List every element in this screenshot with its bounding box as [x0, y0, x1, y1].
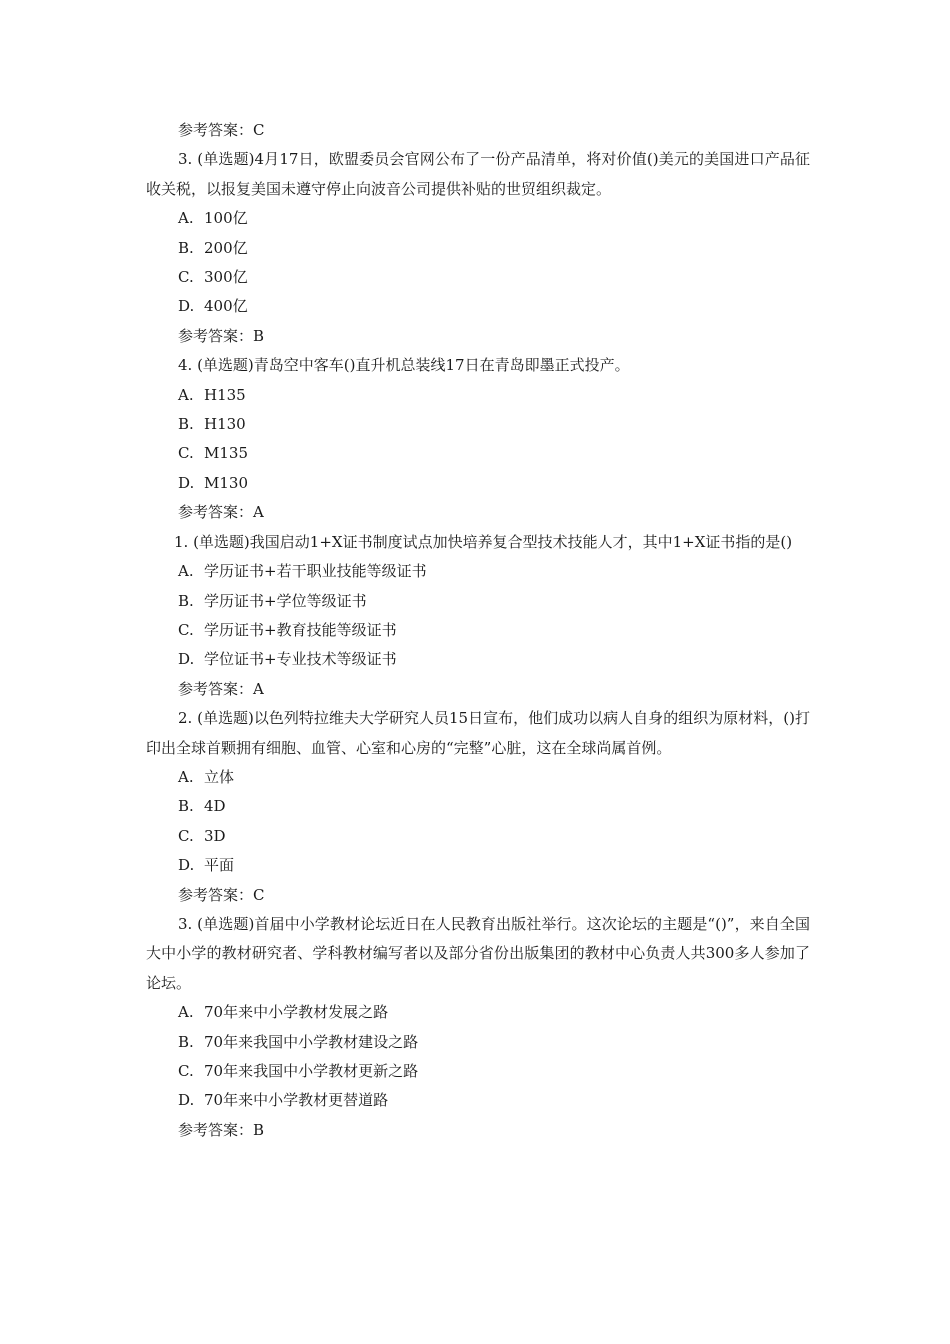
- option-d: [146, 645, 810, 674]
- question-block: [146, 910, 810, 1145]
- document-page: [146, 116, 810, 1145]
- option-letter: B.: [178, 797, 194, 816]
- option-a: [146, 557, 810, 586]
- option-letter: C.: [178, 826, 194, 845]
- question-text: 3. (单选题)4月17日，欧盟委员会官网公布了一份产品清单，将对价值()美元的美国进口产品征收关税，以报复美国未遵守停止向波音公司提供补贴的世贸组织裁定。: [146, 150, 810, 198]
- option-letter: B.: [178, 415, 194, 434]
- option-text: M135: [204, 444, 248, 463]
- option-text: 70年来我国中小学教材建设之路: [204, 1032, 419, 1051]
- question-text: 4. (单选题)青岛空中客车()直升机总装线17日在青岛即墨正式投产。: [178, 356, 630, 375]
- option-a: [146, 381, 810, 410]
- option-d: [146, 292, 810, 321]
- option-letter: C.: [178, 268, 194, 287]
- option-c: [146, 822, 810, 851]
- option-text: 70年来我国中小学教材更新之路: [204, 1062, 419, 1080]
- option-text: 400亿: [204, 297, 248, 316]
- option-b: [146, 410, 810, 439]
- answer-line: 参考答案：A: [178, 679, 264, 698]
- option-letter: C.: [178, 444, 194, 463]
- option-d: [146, 469, 810, 498]
- option-text: 立体: [204, 767, 235, 786]
- option-letter: A.: [178, 1003, 194, 1022]
- option-a: [146, 763, 810, 792]
- option-text: 200亿: [204, 238, 248, 257]
- option-text: 平面: [204, 856, 235, 875]
- question-text: 3. (单选题)首届中小学教材论坛近日在人民教育出版社举行。这次论坛的主题是“()”，来自全国大中小学的教材研究者、学科教材编写者以及部分省份出版集团的教材中心负责人共300多人参加了论坛。: [146, 914, 810, 992]
- option-c: [146, 1057, 810, 1086]
- answer-line: 参考答案：B: [178, 1120, 265, 1139]
- option-b: [146, 234, 810, 263]
- option-letter: A.: [178, 767, 194, 786]
- option-letter: A.: [178, 385, 194, 404]
- option-c: [146, 439, 810, 468]
- option-text: 70年来中小学教材更替道路: [204, 1091, 389, 1110]
- option-text: 300亿: [204, 268, 248, 287]
- question-block: [146, 351, 810, 527]
- option-letter: D.: [178, 1091, 195, 1110]
- option-d: [146, 1086, 810, 1115]
- option-text: H130: [204, 415, 246, 434]
- question-block: [146, 528, 810, 704]
- option-c: [146, 616, 810, 645]
- option-letter: B.: [178, 591, 194, 610]
- option-text: 学历证书+学位等级证书: [204, 591, 367, 610]
- question-block: [146, 145, 810, 351]
- option-b: [146, 587, 810, 616]
- option-letter: D.: [178, 856, 195, 875]
- option-text: 70年来中小学教材发展之路: [204, 1003, 389, 1022]
- option-c: [146, 263, 810, 292]
- answer-line: 参考答案：B: [178, 326, 265, 345]
- option-letter: B.: [178, 238, 194, 257]
- option-text: 4D: [204, 797, 226, 816]
- option-text: 学历证书+若干职业技能等级证书: [204, 562, 427, 581]
- option-letter: C.: [178, 620, 194, 639]
- option-letter: D.: [178, 473, 195, 492]
- question-text: 1. (单选题)我国启动1+X证书制度试点加快培养复合型技术技能人才，其中1+X证书指的是(): [174, 532, 793, 551]
- option-letter: A.: [178, 562, 194, 581]
- option-b: [146, 1028, 810, 1057]
- option-text: 100亿: [204, 209, 248, 228]
- option-d: [146, 851, 810, 880]
- option-letter: C.: [178, 1062, 194, 1080]
- option-letter: A.: [178, 209, 194, 228]
- option-letter: D.: [178, 297, 195, 316]
- option-b: [146, 792, 810, 821]
- option-a: [146, 204, 810, 233]
- answer-line: 参考答案：C: [178, 885, 265, 904]
- question-block: [146, 704, 810, 910]
- answer-line: 参考答案：A: [178, 503, 264, 522]
- answer-line: 参考答案：C: [178, 121, 265, 139]
- question-text: 2. (单选题)以色列特拉维夫大学研究人员15日宣布，他们成功以病人自身的组织为原材料，()打印出全球首颗拥有细胞、血管、心室和心房的“完整”心脏，这在全球尚属首例。: [146, 709, 810, 757]
- option-text: M130: [204, 473, 248, 492]
- option-text: 学历证书+教育技能等级证书: [204, 620, 397, 639]
- option-text: 3D: [204, 826, 226, 845]
- option-text: 学位证书+专业技术等级证书: [204, 650, 397, 669]
- option-letter: B.: [178, 1032, 194, 1051]
- option-letter: D.: [178, 650, 195, 669]
- option-text: H135: [204, 385, 246, 404]
- option-a: [146, 998, 810, 1027]
